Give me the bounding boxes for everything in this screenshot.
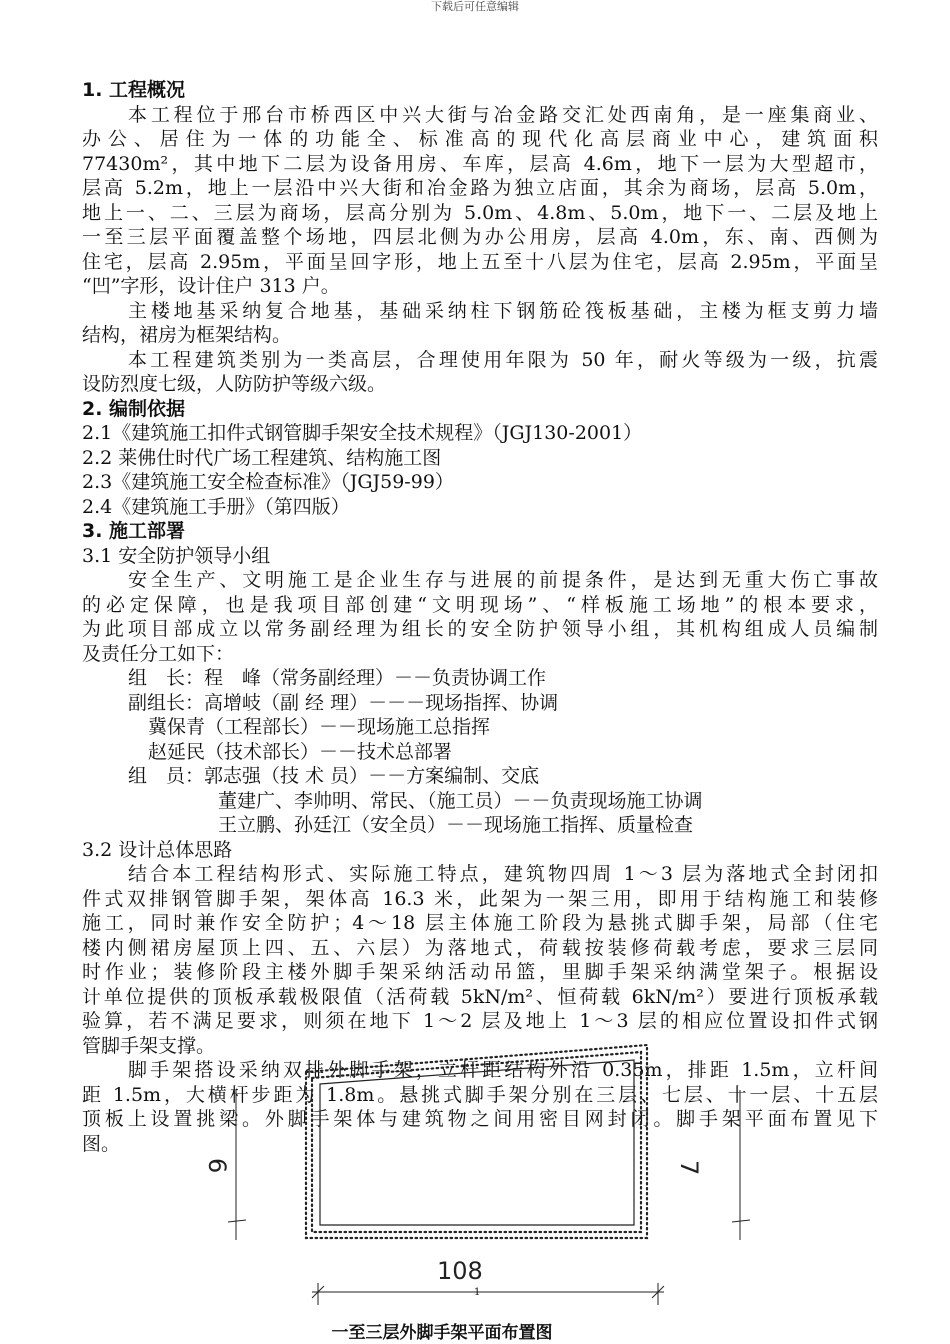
bottom-dim-tick-left	[312, 1286, 324, 1298]
page-number: 1	[474, 1287, 481, 1298]
text-line: 本工程位于邢台市桥西区中兴大街与冶金路交汇处西南角，是一座集商业、	[128, 103, 878, 126]
section-heading: 3. 施工部署	[82, 520, 186, 542]
text-line: 楼内侧裙房屋顶上四、五、六层）为落地式，荷载按装修荷载考虑，要求三层同	[82, 936, 878, 959]
right-dim-label: 7	[675, 1160, 703, 1176]
text-line: 2.3《建筑施工安全检查标准》（JGJ59-99）	[82, 471, 454, 493]
text-line: 3.2 设计总体思路	[82, 838, 233, 861]
text-line: 为此项目部成立以常务副经理为组长的安全防护领导小组，其机构组成人员编制	[82, 618, 878, 640]
text-line: 设防烈度七级，人防防护等级六级。	[82, 373, 387, 395]
text-line: 住宅，层高 2.95m，平面呈回字形，地上五至十八层为住宅，层高 2.95m，平面呈	[82, 250, 878, 273]
text-line: 王立鹏、孙廷江（安全员）－－现场施工指挥、质量检查	[218, 814, 694, 836]
text-line: 的必定保障，也是我项目部创建“文明现场”、“样板施工场地”的根本要求，	[82, 593, 878, 616]
section-heading: 1. 工程概况	[82, 79, 186, 101]
text-line: 董建广、李帅明、常民、（施工员）－－负责现场施工协调	[218, 789, 703, 812]
text-line: 及责任分工如下：	[82, 642, 235, 665]
text-line: 办公、居住为一体的功能全、标准高的现代化高层商业中心，建筑面积	[82, 128, 878, 150]
text-line: 副组长：高增岐（副 经 理）－－－现场指挥、协调	[128, 691, 559, 714]
text-line: 本工程建筑类别为一类高层，合理使用年限为 50 年，耐火等级为一级，抗震	[128, 348, 878, 371]
text-line: 验算，若不满足要求，则须在地下 1～2 层及地上 1～3 层的相应位置设扣件式钢	[82, 1010, 878, 1032]
text-line: 结构，裙房为框架结构。	[82, 324, 292, 346]
header-note: 下载后可任意编辑	[431, 0, 519, 13]
text-line: 时作业；装修阶段主楼外脚手架采纳活动吊篮，里脚手架采纳满堂架子。根据设	[82, 961, 878, 983]
figure-caption: 一至三层外脚手架平面布置图	[331, 1323, 553, 1343]
text-line: 3.1 安全防护领导小组	[82, 544, 271, 567]
text-line: 顶板上设置挑梁。外脚手架体与建筑物之间用密目网封闭。脚手架平面布置见下	[82, 1108, 878, 1130]
bottom-dim-tick-right	[652, 1286, 664, 1298]
text-line: 2.4《建筑施工手册》（第四版）	[82, 495, 350, 518]
text-line: 地上一、二、三层为商场，层高分别为 5.0m、4.8m、5.0m，地下一、二层及地上	[82, 201, 878, 224]
text-line: “凹”字形，设计住户 313 户。	[82, 275, 340, 297]
document-body	[82, 78, 878, 1156]
bottom-dim-label: 108	[437, 1257, 483, 1285]
text-line: 2.2 莱佛仕时代广场工程建筑、结构施工图	[82, 446, 442, 469]
text-line: 施工，同时兼作安全防护；4～18 层主体施工阶段为悬挑式脚手架，局部（住宅	[82, 912, 878, 934]
text-line: 图。	[82, 1132, 121, 1155]
text-line: 组 长：程 峰（常务副经理）－－负责协调工作	[128, 667, 547, 689]
text-line: 赵延民（技术部长）－－技术总部署	[148, 740, 453, 763]
right-dim-tick	[732, 1220, 750, 1222]
text-line: 一至三层平面覆盖整个场地，四层北侧为办公用房，层高 4.0m，东、南、西侧为	[82, 226, 878, 248]
left-dim-tick	[228, 1220, 246, 1222]
text-line: 件式双排钢管脚手架，架体高 16.3 米，此架为一架三用，即用于结构施工和装修	[82, 887, 878, 910]
text-line: 冀保青（工程部长）－－现场施工总指挥	[148, 716, 491, 738]
text-line: 组 员：郭志强（技 术 员）－－方案编制、交底	[128, 765, 540, 787]
left-dim-label: 6	[203, 1158, 231, 1174]
text-line: 安全生产、文明施工是企业生存与进展的前提条件，是达到无重大伤亡事故	[128, 569, 878, 591]
text-line: 脚手架搭设采纳双排外脚手架，立杆距结构外沿 0.35m，排距 1.5m，立杆间	[128, 1059, 878, 1081]
text-line: 2.1《建筑施工扣件式钢管脚手架安全技术规程》（JGJ130-2001）	[82, 422, 643, 444]
text-line: 管脚手架支撑。	[82, 1034, 216, 1057]
text-line: 主楼地基采纳复合地基，基础采纳柱下钢筋砼筏板基础，主楼为框支剪力墙	[128, 299, 878, 322]
text-line: 结合本工程结构形式、实际施工特点，建筑物四周 1～3 层为落地式全封闭扣	[128, 863, 878, 885]
text-line: 距 1.5m，大横杆步距为 1.8m。悬挑式脚手架分别在三层、七层、十一层、十五层	[82, 1083, 878, 1106]
text-line: 计单位提供的顶板承载极限值（活荷载 5kN/m²、恒荷载 6kN/m²）要进行顶板承载	[82, 985, 878, 1008]
text-line: 层高 5.2m，地上一层沿中兴大街和冶金路为独立店面，其余为商场，层高 5.0m，	[82, 177, 878, 199]
text-line: 77430m²，其中地下二层为设备用房、车库，层高 4.6m，地下一层为大型超市，	[82, 152, 878, 175]
section-heading: 2. 编制依据	[82, 397, 186, 420]
